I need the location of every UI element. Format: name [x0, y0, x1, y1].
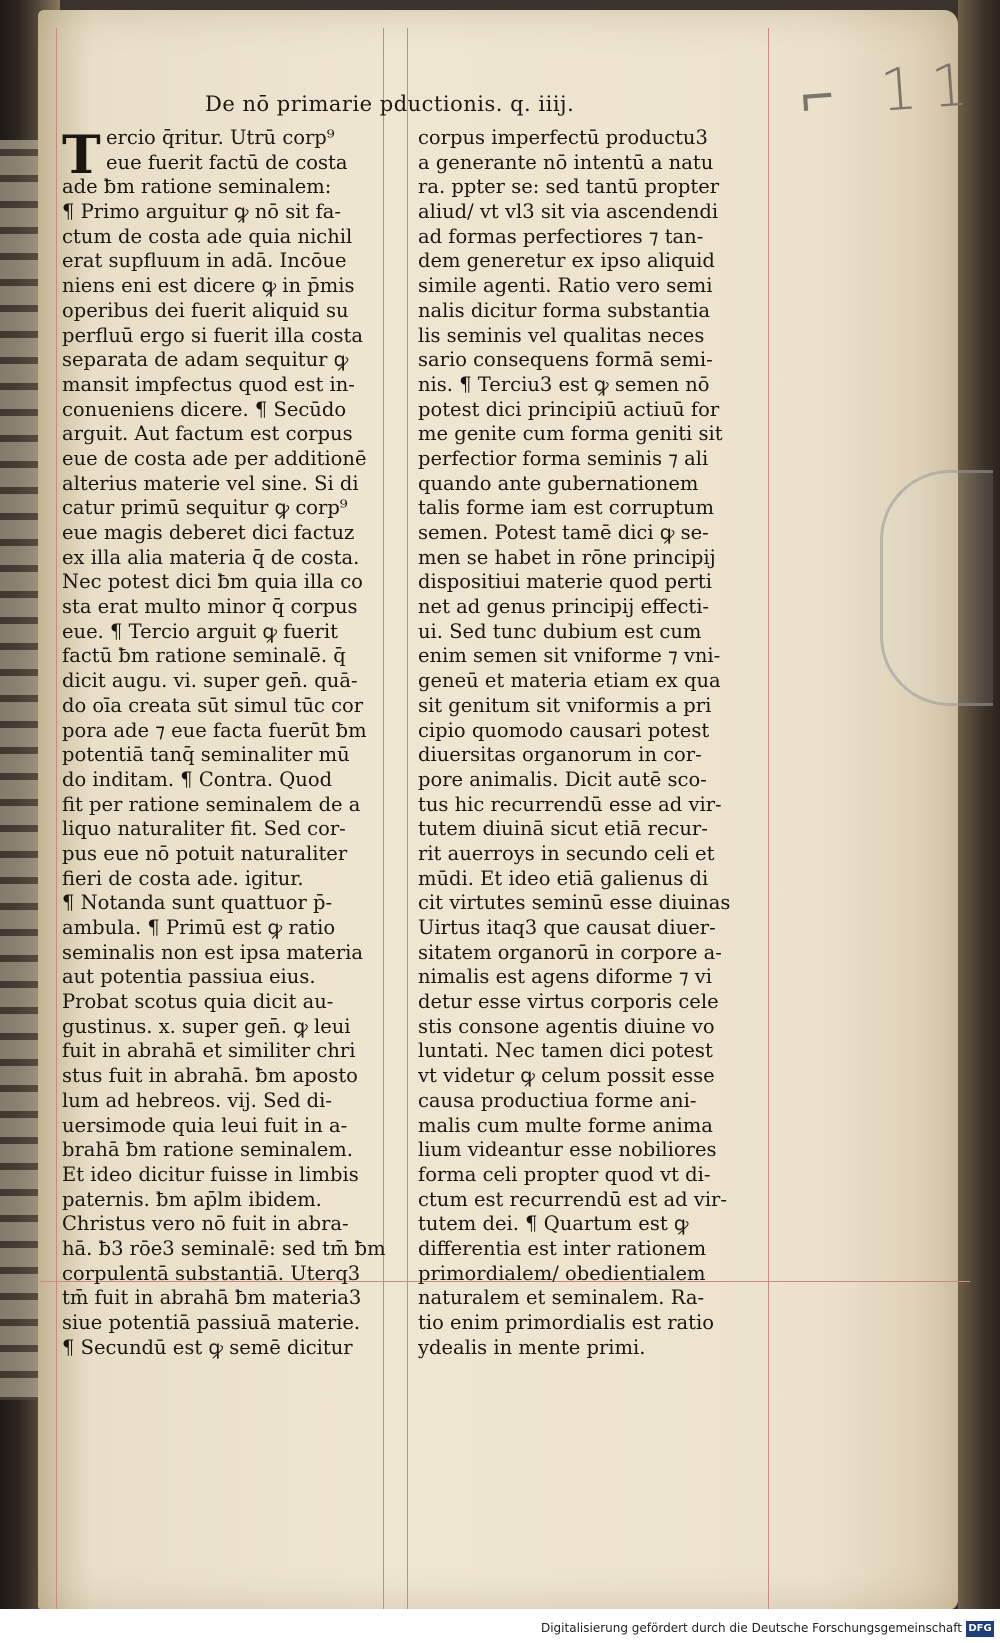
text-line: factū ƀm ratione seminalē. q̄ — [62, 644, 346, 668]
text-line: Probat scotus quia dicit au- — [62, 990, 334, 1014]
dfg-logo: DFG — [966, 1621, 994, 1637]
text-line: luntati. Nec tamen dici potest — [418, 1039, 713, 1063]
text-line: perfectior forma seminis ⁊ ali — [418, 446, 709, 470]
text-line: sitatem organorū in corpore a- — [418, 940, 722, 964]
text-line: causa productiua forme ani- — [418, 1088, 697, 1112]
text-line: seminalis non est ipsa materia — [62, 940, 364, 964]
text-line: ¶ Secundū est ꝙ semē dicitur — [62, 1335, 353, 1359]
text-line: fieri de costa ade. igitur. — [62, 866, 304, 890]
text-line: ui. Sed tunc dubium est cum — [418, 619, 702, 643]
text-line: ydealis in mente primi. — [418, 1335, 646, 1359]
text-line: sit genitum sit vniformis a pri — [418, 693, 712, 717]
text-line: net ad genus principij effecti- — [418, 595, 710, 619]
book-fore-edge — [958, 0, 1000, 1643]
text-line: hā. ƀ3 rōe3 seminalē: sed tm̄ ƀm — [62, 1236, 386, 1260]
text-line: siue potentiā passiuā materie. — [62, 1311, 361, 1334]
text-line: vt videtur ꝙ celum possit esse — [418, 1064, 715, 1088]
text-line: pora ade ⁊ eue facta fuerūt ƀm — [62, 718, 367, 742]
text-line: erat supfluum in adā. Incōue — [62, 249, 347, 273]
text-line: arguit. Aut factum est corpus — [62, 422, 353, 446]
text-line: eue magis deberet dici factuz — [62, 521, 355, 544]
text-line: geneū et materia etiam ex qua — [418, 669, 721, 693]
page-clip — [880, 470, 993, 706]
text-column-left — [62, 126, 410, 1360]
text-line: talis forme iam est corruptum — [418, 496, 715, 520]
text-line: quando ante gubernationem — [418, 471, 699, 495]
text-line: corpulentā substantiā. Uterq3 — [62, 1261, 361, 1285]
ruling-line-left — [56, 28, 57, 1618]
text-line: eue fuerit factū de costa — [106, 150, 348, 174]
text-line: nis. ¶ Terciu3 est ꝙ semen nō — [418, 372, 710, 396]
text-line: mansit impfectus quod est in- — [62, 372, 355, 396]
text-line: ctum de costa ade quia nichil — [62, 224, 353, 248]
pencil-foliation: ⌐ 11 — [797, 49, 985, 131]
text-line: lis seminis vel qualitas neces — [418, 323, 705, 347]
text-line: do inditam. ¶ Contra. Quod — [62, 767, 333, 791]
text-line: semen. Potest tamē dici ꝙ se- — [418, 521, 709, 544]
text-line: rit auerroys in secundo celi et — [418, 841, 715, 865]
text-line: aliud/ vt vl3 sit via ascendendi — [418, 200, 719, 224]
text-line: lium videantur esse nobiliores — [418, 1138, 717, 1162]
text-line: a generante nō intentū a natu — [418, 150, 714, 174]
text-line: cit virtutes seminū esse diuinas — [418, 891, 731, 915]
text-line: eue. ¶ Tercio arguit ꝙ fuerit — [62, 619, 338, 643]
text-line: stis consone agentis diuine vo — [418, 1014, 715, 1038]
text-line: detur esse virtus corporis cele — [418, 990, 719, 1014]
text-line: Uirtus itaq3 que causat diuer- — [418, 916, 716, 939]
text-line: corpus imperfectū productu3 — [418, 126, 708, 149]
text-line: Et ideo dicitur fuisse in limbis — [62, 1162, 359, 1186]
text-line: pus eue nō potuit naturaliter — [62, 841, 348, 865]
text-line: enim semen sit vniforme ⁊ vni- — [418, 644, 721, 668]
text-line: fuit in abrahā et similiter chri — [62, 1039, 356, 1063]
text-line: eue de costa ade per additionē — [62, 446, 367, 470]
text-line: naturalem et seminalem. Ra- — [418, 1286, 705, 1310]
text-line: gustinus. x. super gen̄. ꝙ leui — [62, 1014, 351, 1038]
funding-credit: Digitalisierung gefördert durch die Deutsche Forschungsgemeinschaft — [540, 1621, 962, 1635]
text-line: stus fuit in abrahā. ƀm aposto — [62, 1064, 358, 1088]
text-line: ¶ Primo arguitur ꝙ nō sit fa- — [62, 200, 341, 224]
text-line: simile agenti. Ratio vero semi — [418, 274, 713, 298]
text-line: niens eni est dicere ꝙ in p̄mis — [62, 274, 355, 298]
text-line: dem generetur ex ipso aliquid — [418, 249, 715, 273]
text-line: differentia est inter rationem — [418, 1236, 707, 1260]
text-line: ex illa alia materia q̄ de costa. — [62, 545, 360, 569]
text-line: aut potentia passiua eius. — [62, 965, 316, 989]
text-line: conueniens dicere. ¶ Secūdo — [62, 397, 347, 421]
text-line: fit per ratione seminalem de a — [62, 792, 361, 816]
text-line: liquo naturaliter fit. Sed cor- — [62, 817, 346, 841]
text-line: lum ad hebreos. vij. Sed di- — [62, 1088, 332, 1112]
text-line: malis cum multe forme anima — [418, 1113, 713, 1137]
text-line: ra. ppter se: sed tantū propter — [418, 175, 720, 199]
text-line: tutem diuinā sicut etiā recur- — [418, 817, 708, 841]
text-line: potest dici principiū actiuū for — [418, 397, 720, 421]
text-line: ade ƀm ratione seminalem: — [62, 175, 332, 199]
text-line: do oīa creata sūt simul tūc cor — [62, 693, 364, 717]
text-line: uersimode quia leui fuit in a- — [62, 1113, 348, 1137]
text-line: perfluū ergo si fuerit illa costa — [62, 323, 363, 347]
text-line: ctum est recurrendū est ad vir- — [418, 1187, 727, 1211]
text-line: ad formas perfectiores ⁊ tan- — [418, 224, 704, 248]
text-line: ercio q̄ritur. Utrū corp⁹ — [106, 126, 335, 149]
text-line: pore animalis. Dicit autē sco- — [418, 767, 707, 791]
text-line: alterius materie vel sine. Si di — [62, 471, 359, 495]
text-line: men se habet in rōne principij — [418, 545, 716, 569]
footer-band — [0, 1609, 1000, 1643]
text-line: mūdi. Et ideo etiā galienus di — [418, 866, 709, 890]
text-line: forma celi propter quod vt di- — [418, 1162, 711, 1186]
text-line: ¶ Notanda sunt quattuor p̄- — [62, 891, 333, 915]
text-line: diuersitas organorum in cor- — [418, 743, 702, 767]
running-title: De nō primarie pductionis. q. iiij. — [205, 92, 575, 116]
text-line: primordialem/ obedientialem — [418, 1261, 706, 1285]
text-line: dispositiui materie quod perti — [418, 570, 712, 594]
text-line: potentiā tanq̄ seminaliter mū — [62, 743, 350, 767]
text-line: tio enim primordialis est ratio — [418, 1311, 714, 1334]
text-line: Nec potest dici ƀm quia illa co — [62, 570, 363, 594]
facing-page-edge — [0, 140, 42, 1400]
text-line: cipio quomodo causari potest — [418, 718, 710, 742]
initial-letter: T — [62, 125, 101, 186]
text-line: sta erat multo minor q̄ corpus — [62, 595, 358, 619]
text-line: brahā ƀm ratione seminalem. — [62, 1138, 353, 1162]
text-line: tutem dei. ¶ Quartum est ꝙ — [418, 1212, 689, 1236]
text-column-right — [418, 126, 778, 1360]
text-line: operibus dei fuerit aliquid su — [62, 298, 349, 322]
text-line: nalis dicitur forma substantia — [418, 298, 711, 322]
text-line: Christus vero nō fuit in abra- — [62, 1212, 349, 1236]
text-line: tus hic recurrendū esse ad vir- — [418, 792, 722, 816]
text-line: separata de adam sequitur ꝙ — [62, 348, 349, 372]
text-line: me genite cum forma geniti sit — [418, 422, 723, 446]
text-line: tm̄ fuit in abrahā ƀm materia3 — [62, 1286, 362, 1310]
text-line: catur primū sequitur ꝙ corp⁹ — [62, 496, 348, 520]
text-line: nimalis est agens diforme ⁊ vi — [418, 965, 712, 989]
text-line: sario consequens formā semi- — [418, 348, 713, 372]
text-line: paternis. ƀm ap̄lm ibidem. — [62, 1187, 322, 1211]
text-line: ambula. ¶ Primū est ꝙ ratio — [62, 916, 336, 939]
text-line: dicit augu. vi. super gen̄. quā- — [62, 669, 358, 693]
